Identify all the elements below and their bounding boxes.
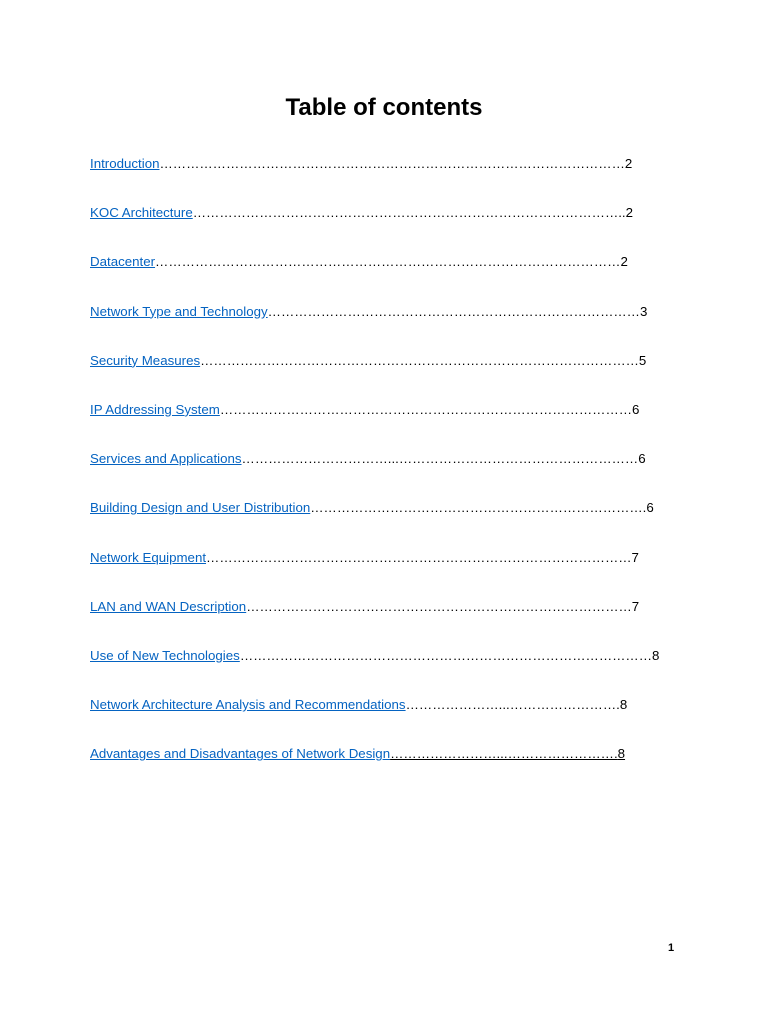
toc-leader: ……………………...……………………. (390, 746, 618, 762)
toc-leader: …………………………………………………………………………………… (206, 549, 632, 565)
toc-leader: …………………………………………………………………………… (246, 598, 632, 614)
toc-link-advantages-disadvantages[interactable]: Advantages and Disadvantages of Network Design (90, 746, 391, 762)
toc-page-number: 2 (624, 156, 633, 171)
toc-entry-new-technologies (90, 646, 690, 695)
toc-link-lan-wan[interactable]: LAN and WAN Description (90, 598, 247, 614)
page-title: Table of contents (285, 94, 483, 121)
toc-entry-building-design (90, 498, 690, 547)
toc-entry-advantages-disadvantages (90, 744, 690, 793)
toc-entry-datacenter (90, 252, 690, 301)
toc-leader: …………………………………………………………………………………….. (192, 205, 626, 221)
toc-page-number: 7 (631, 549, 639, 565)
toc-leader: ……………………………………………………………………………………… (200, 352, 639, 368)
toc-link-building-design[interactable]: Building Design and User Distribution (90, 500, 311, 516)
toc-page-number: 8 (617, 746, 626, 762)
toc-link-architecture-analysis[interactable]: Network Architecture Analysis and Recommendations (90, 697, 406, 713)
toc-entry-services-applications (90, 449, 690, 498)
toc-page-number: 8 (652, 647, 660, 663)
toc-leader: …………………………………………………………………. (310, 500, 647, 516)
toc-link-new-technologies[interactable]: Use of New Technologies (90, 647, 240, 663)
toc-leader: …………………………………………………………………………………………… (155, 254, 621, 270)
page-number: 1 (668, 942, 675, 954)
toc-page-number: 3 (639, 303, 648, 319)
toc-entry-koc-architecture (90, 203, 690, 252)
toc-leader: ………………………………………………………………………………… (239, 647, 653, 663)
toc-page-number: 5 (638, 352, 647, 368)
toc-entry-network-type (90, 302, 690, 351)
toc-link-koc-architecture[interactable]: KOC Architecture (90, 205, 193, 221)
toc-entry-security-measures (90, 351, 690, 400)
toc-page-number: 7 (631, 598, 640, 614)
table-of-contents (90, 154, 690, 793)
toc-entry-architecture-analysis (90, 695, 690, 744)
toc-leader: ………………………………………………………………………………… (219, 401, 633, 417)
toc-link-network-type[interactable]: Network Type and Technology (90, 303, 268, 319)
toc-link-network-equipment[interactable]: Network Equipment (90, 549, 207, 565)
toc-leader: ………………………………………………………………………… (267, 303, 640, 319)
toc-link-introduction[interactable]: Introduction (90, 156, 160, 171)
toc-page-number: 6 (638, 451, 646, 467)
toc-page-number: 6 (632, 401, 640, 417)
toc-entry-lan-wan (90, 597, 690, 646)
toc-link-services-applications[interactable]: Services and Applications (90, 451, 242, 467)
toc-entry-ip-addressing (90, 400, 690, 449)
toc-link-security-measures[interactable]: Security Measures (90, 352, 201, 368)
toc-page-number: 2 (625, 205, 634, 221)
toc-entry-network-equipment (90, 548, 690, 597)
toc-page-number: 2 (620, 254, 628, 270)
toc-leader: …………………………………………………………………………………………… (159, 156, 625, 171)
toc-entry-introduction (90, 154, 690, 203)
toc-page-number: 6 (646, 500, 654, 516)
toc-link-ip-addressing[interactable]: IP Addressing System (90, 401, 220, 417)
toc-page-number: 8 (619, 697, 628, 713)
toc-leader: ……………………………...……………………………………………… (241, 451, 639, 467)
toc-link-datacenter[interactable]: Datacenter (90, 254, 156, 270)
toc-leader: …………………...……………………. (405, 697, 620, 713)
